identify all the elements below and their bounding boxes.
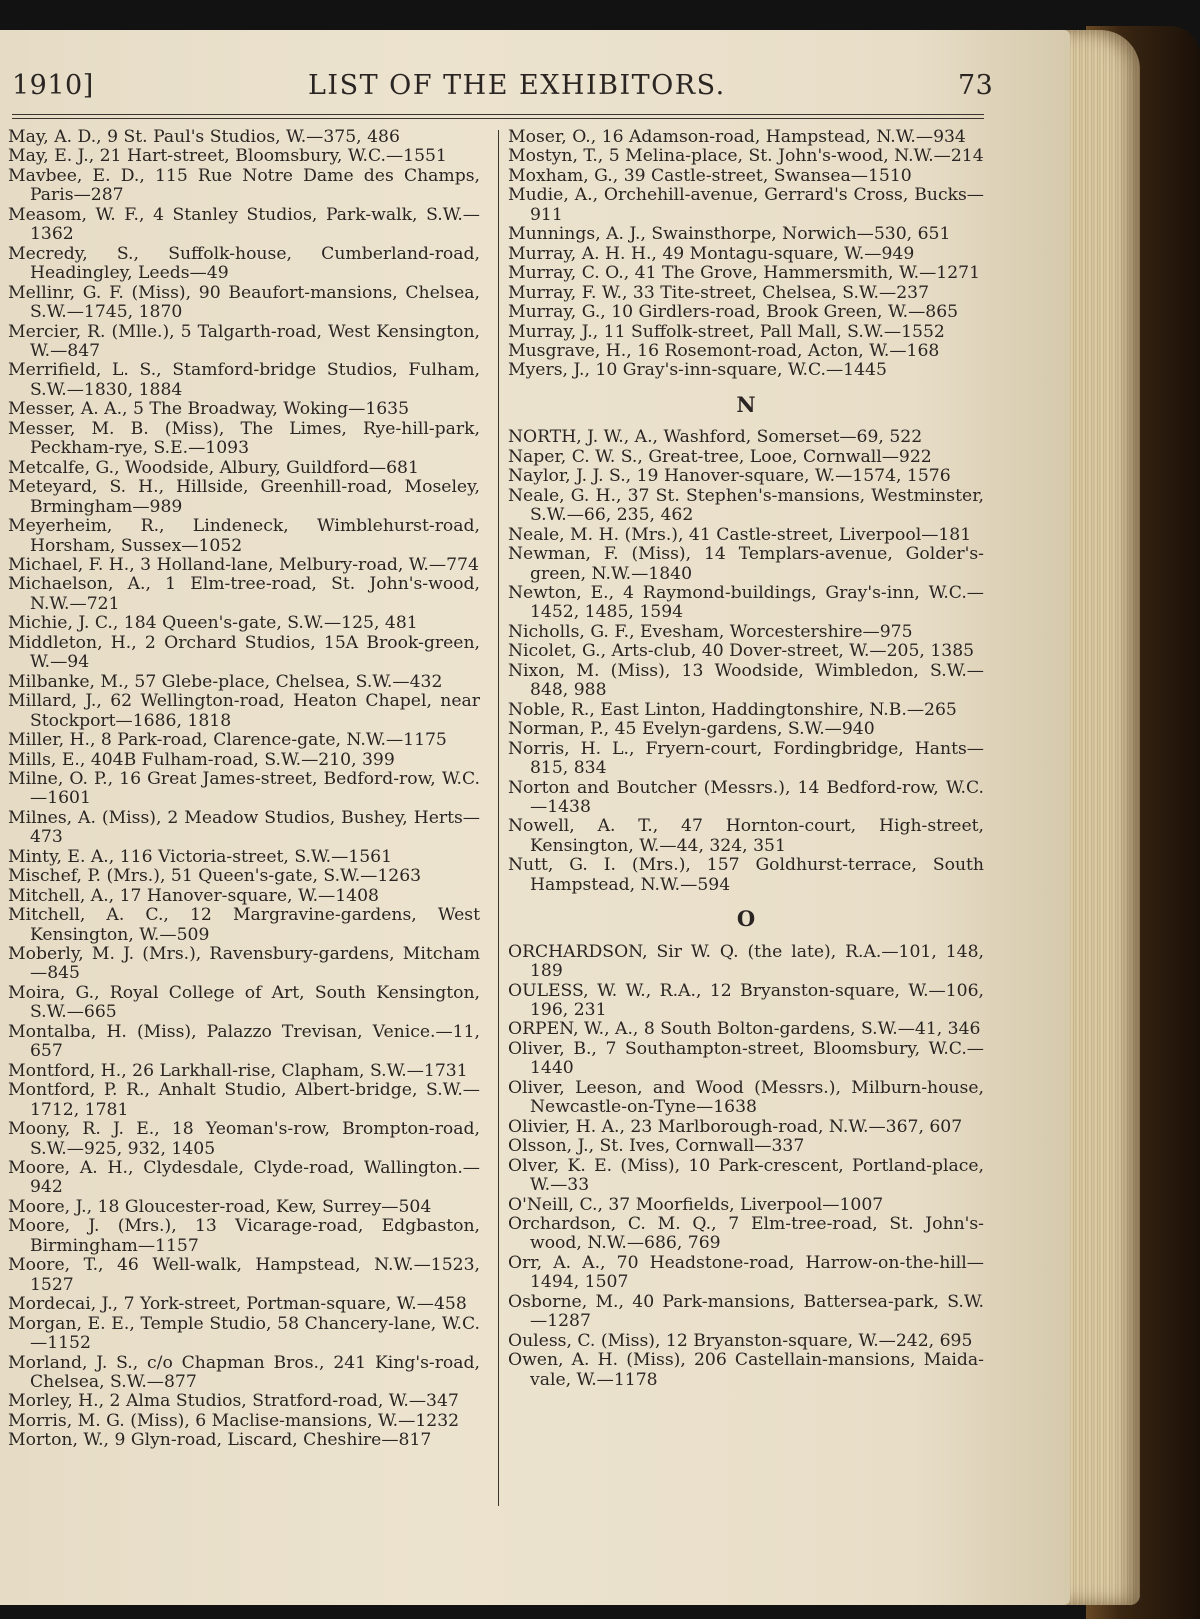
exhibitor-entry: Merrifield, L. S., Stamford-bridge Studios, Fulham, S.W.—1830, 1884 (8, 360, 480, 400)
exhibitor-entry: Murray, G., 10 Girdlers-road, Brook Green, W.—865 (508, 302, 959, 323)
exhibitor-entry: Olver, K. E. (Miss), 10 Park-crescent, Portland-place, W.—33 (508, 1155, 984, 1196)
exhibitor-entry: Mischef, P. (Mrs.), 51 Queen's-gate, S.W.—1263 (8, 866, 422, 887)
exhibitor-entry: Meteyard, S. H., Hillside, Greenhill-road, Moseley, Brmingham—989 (8, 477, 480, 517)
exhibitor-entry: Mellinr, G. F. (Miss), 90 Beaufort-mansions, Chelsea, S.W.—1745, 1870 (8, 282, 480, 323)
exhibitor-entry: Moira, G., Royal College of Art, South Kensington, S.W.—665 (8, 982, 480, 1023)
exhibitor-entry: Morgan, E. E., Temple Studio, 58 Chancery-lane, W.C.—1152 (8, 1313, 480, 1354)
exhibitor-entry: Norris, H. L., Fryern-court, Fordingbridge, Hants—815, 834 (508, 738, 984, 779)
exhibitor-entry: Montford, P. R., Anhalt Studio, Albert-bridge, S.W.—1712, 1781 (8, 1080, 480, 1120)
column-divider (498, 130, 499, 1506)
exhibitor-entry: Morland, J. S., c/o Chapman Bros., 241 King's-road, Chelsea, S.W.—877 (8, 1352, 480, 1392)
exhibitor-entry: Mordecai, J., 7 York-street, Portman-square, W.—458 (8, 1294, 467, 1315)
exhibitor-entry: Metcalfe, G., Woodside, Albury, Guildford—681 (8, 457, 419, 478)
exhibitor-entry: Osborne, M., 40 Park-mansions, Battersea-park, S.W.—1287 (508, 1291, 984, 1332)
exhibitor-entry: Moony, R. J. E., 18 Yeoman's-row, Brompton-road, S.W.—925, 932, 1405 (8, 1119, 480, 1159)
exhibitor-entry: Moser, O., 16 Adamson-road, Hampstead, N.W.—934 (508, 127, 966, 147)
exhibitor-entry: Mecredy, S., Suffolk-house, Cumberland-road, Headingley, Leeds—49 (8, 243, 480, 284)
exhibitor-entry: Mills, E., 404B Fulham-road, S.W.—210, 399 (8, 749, 395, 770)
exhibitor-entry: Morris, M. G. (Miss), 6 Maclise-mansions, W.—1232 (8, 1410, 460, 1431)
exhibitor-entry: Ouless, C. (Miss), 12 Bryanston-square, W.—242, 695 (508, 1330, 973, 1351)
exhibitor-entry: Olivier, H. A., 23 Marlborough-road, N.W.—367, 607 (508, 1116, 963, 1137)
right-column (508, 128, 984, 1390)
running-head-year: 1910] (12, 70, 94, 101)
exhibitor-entry: Oliver, B., 7 Southampton-street, Bloomsbury, W.C.—1440 (508, 1038, 984, 1079)
exhibitor-entry: Morton, W., 9 Glyn-road, Liscard, Cheshire—817 (8, 1430, 432, 1451)
exhibitor-entry: Milne, O. P., 16 Great James-street, Bedford-row, W.C.—1601 (8, 768, 480, 809)
exhibitor-entry: Murray, J., 11 Suffolk-street, Pall Mall, S.W.—1552 (508, 321, 945, 342)
exhibitor-entry: Nowell, A. T., 47 Hornton-court, High-street, Kensington, W.—44, 324, 351 (508, 816, 984, 856)
header-rule-thin (12, 118, 984, 119)
exhibitor-entry: Milbanke, M., 57 Glebe-place, Chelsea, S.W.—432 (8, 671, 443, 692)
exhibitor-entry: Orchardson, C. M. Q., 7 Elm-tree-road, St. John's-wood, N.W.—686, 769 (508, 1214, 984, 1254)
section-heading-o: O (736, 906, 756, 932)
exhibitor-entry: Oliver, Leeson, and Wood (Messrs.), Milburn-house, Newcastle-on-Tyne—1638 (508, 1077, 984, 1118)
exhibitor-entry: ORPEN, W., A., 8 South Bolton-gardens, S.W.—41, 346 (508, 1019, 981, 1040)
exhibitor-entry: Nicolet, G., Arts-club, 40 Dover-street, W.—205, 1385 (508, 641, 975, 662)
exhibitor-entry: Millard, J., 62 Wellington-road, Heaton Chapel, near Stockport—1686, 1818 (8, 691, 480, 731)
exhibitor-entry: Orr, A. A., 70 Headstone-road, Harrow-on-the-hill—1494, 1507 (508, 1252, 984, 1293)
exhibitor-entry: Munnings, A. J., Swainsthorpe, Norwich—530, 651 (508, 224, 951, 245)
exhibitor-entry: Moxham, G., 39 Castle-street, Swansea—1510 (508, 165, 912, 186)
exhibitor-entry: Meyerheim, R., Lindeneck, Wimblehurst-road, Horsham, Sussex—1052 (8, 516, 480, 556)
exhibitor-entry: Nutt, G. I. (Mrs.), 157 Goldhurst-terrace, South Hampstead, N.W.—594 (508, 855, 984, 895)
exhibitor-entry: Mavbee, E. D., 115 Rue Notre Dame des Champs, Paris—287 (8, 165, 480, 206)
m-entries (508, 128, 984, 381)
exhibitor-entry: Milnes, A. (Miss), 2 Meadow Studios, Bushey, Herts—473 (8, 807, 480, 848)
left-column (8, 128, 480, 1451)
exhibitor-entry: Montford, H., 26 Larkhall-rise, Clapham, S.W.—1731 (8, 1060, 468, 1081)
exhibitor-entry: Messer, M. B. (Miss), The Limes, Rye-hill-park, Peckham-rye, S.E.—1093 (8, 418, 480, 459)
exhibitor-entry: Michael, F. H., 3 Holland-lane, Melbury-road, W.—774 (8, 554, 479, 575)
exhibitor-entry: May, E. J., 21 Hart-street, Bloomsbury, W.C.—1551 (8, 146, 447, 167)
exhibitor-entry: Nixon, M. (Miss), 13 Woodside, Wimbledon, S.W.—848, 988 (508, 660, 984, 701)
book-page (0, 30, 1070, 1605)
exhibitor-entry: Michaelson, A., 1 Elm-tree-road, St. John's-wood, N.W.—721 (8, 574, 480, 614)
exhibitor-entry: Norman, P., 45 Evelyn-gardens, S.W.—940 (508, 719, 875, 740)
exhibitor-entry: Moberly, M. J. (Mrs.), Ravensbury-gardens, Mitcham—845 (8, 944, 480, 984)
running-head-title: LIST OF THE EXHIBITORS. (308, 70, 726, 101)
exhibitor-entry: NORTH, J. W., A., Washford, Somerset—69, 522 (508, 427, 923, 448)
exhibitor-entry: Moore, A. H., Clydesdale, Clyde-road, Wallington.—942 (8, 1158, 480, 1198)
exhibitor-entry: Minty, E. A., 116 Victoria-street, S.W.—1561 (8, 846, 393, 867)
exhibitor-entry: ORCHARDSON, Sir W. Q. (the late), R.A.—101, 148, 189 (508, 941, 984, 982)
exhibitor-entry: Morley, H., 2 Alma Studios, Stratford-road, W.—347 (8, 1391, 459, 1412)
exhibitor-entry: Montalba, H. (Miss), Palazzo Trevisan, Venice.—11, 657 (8, 1021, 480, 1062)
exhibitor-entry: May, A. D., 9 St. Paul's Studios, W.—375, 486 (8, 127, 400, 147)
exhibitor-entry: Michie, J. C., 184 Queen's-gate, S.W.—125, 481 (8, 613, 418, 634)
header-rule (12, 114, 984, 115)
exhibitor-entry: Mercier, R. (Mlle.), 5 Talgarth-road, West Kensington, W.—847 (8, 321, 480, 361)
exhibitor-entry: Noble, R., East Linton, Haddingtonshire, N.B.—265 (508, 699, 957, 720)
exhibitor-entry: Moore, J., 18 Gloucester-road, Kew, Surrey—504 (8, 1196, 432, 1217)
exhibitor-entry: Norton and Boutcher (Messrs.), 14 Bedford-row, W.C.—1438 (508, 777, 984, 817)
exhibitor-entry: Murray, A. H. H., 49 Montagu-square, W.—949 (508, 243, 915, 264)
exhibitor-entry: Miller, H., 8 Park-road, Clarence-gate, N.W.—1175 (8, 730, 447, 751)
exhibitor-entry: Murray, C. O., 41 The Grove, Hammersmith, W.—1271 (508, 263, 981, 284)
exhibitor-entry: Newton, E., 4 Raymond-buildings, Gray's-inn, W.C.—1452, 1485, 1594 (508, 582, 984, 623)
exhibitor-entry: Newman, F. (Miss), 14 Templars-avenue, Golder's-green, N.W.—1840 (508, 544, 984, 584)
exhibitor-entry: Messer, A. A., 5 The Broadway, Woking—1635 (8, 399, 410, 420)
exhibitor-entry: Myers, J., 10 Gray's-inn-square, W.C.—1445 (508, 360, 887, 381)
o-entries (508, 943, 984, 1390)
exhibitor-entry: Olsson, J., St. Ives, Cornwall—337 (508, 1136, 805, 1157)
exhibitor-entry: Naper, C. W. S., Great-tree, Looe, Cornwall—922 (508, 446, 932, 467)
exhibitor-entry: Neale, M. H. (Mrs.), 41 Castle-street, Liverpool—181 (508, 524, 972, 545)
exhibitor-entry: Mudie, A., Orchehill-avenue, Gerrard's Cross, Bucks—911 (508, 185, 984, 225)
exhibitor-entry: Mitchell, A. C., 12 Margravine-gardens, West Kensington, W.—509 (8, 905, 480, 945)
section-heading-n: N (736, 391, 756, 417)
exhibitor-entry: Musgrave, H., 16 Rosemont-road, Acton, W.—168 (508, 340, 940, 361)
exhibitor-entry: OULESS, W. W., R.A., 12 Bryanston-square, W.—106, 196, 231 (508, 980, 984, 1021)
exhibitor-entry: O'Neill, C., 37 Moorfields, Liverpool—1007 (508, 1194, 884, 1215)
exhibitor-entry: Neale, G. H., 37 St. Stephen's-mansions, Westminster, S.W.—66, 235, 462 (508, 485, 984, 526)
exhibitor-entry: Measom, W. F., 4 Stanley Studios, Park-walk, S.W.—1362 (8, 204, 480, 245)
n-entries (508, 428, 984, 895)
exhibitor-entry: Murray, F. W., 33 Tite-street, Chelsea, S.W.—237 (508, 282, 930, 303)
exhibitor-entry: Mostyn, T., 5 Melina-place, St. John's-wood, N.W.—214 (508, 146, 984, 167)
exhibitor-entry: Middleton, H., 2 Orchard Studios, 15A Brook-green, W.—94 (8, 632, 480, 673)
exhibitor-entry: Moore, T., 46 Well-walk, Hampstead, N.W.—1523, 1527 (8, 1255, 480, 1295)
exhibitor-entry: Moore, J. (Mrs.), 13 Vicarage-road, Edgbaston, Birmingham—1157 (8, 1216, 480, 1256)
exhibitor-entry: Naylor, J. J. S., 19 Hanover-square, W.—1574, 1576 (508, 466, 951, 487)
exhibitor-entry: Nicholls, G. F., Evesham, Worcestershire—975 (508, 621, 913, 642)
exhibitor-entry: Mitchell, A., 17 Hanover-square, W.—1408 (8, 885, 379, 906)
exhibitor-entry: Owen, A. H. (Miss), 206 Castellain-mansions, Maida-vale, W.—1178 (508, 1350, 984, 1390)
page-number: 73 (958, 70, 994, 101)
